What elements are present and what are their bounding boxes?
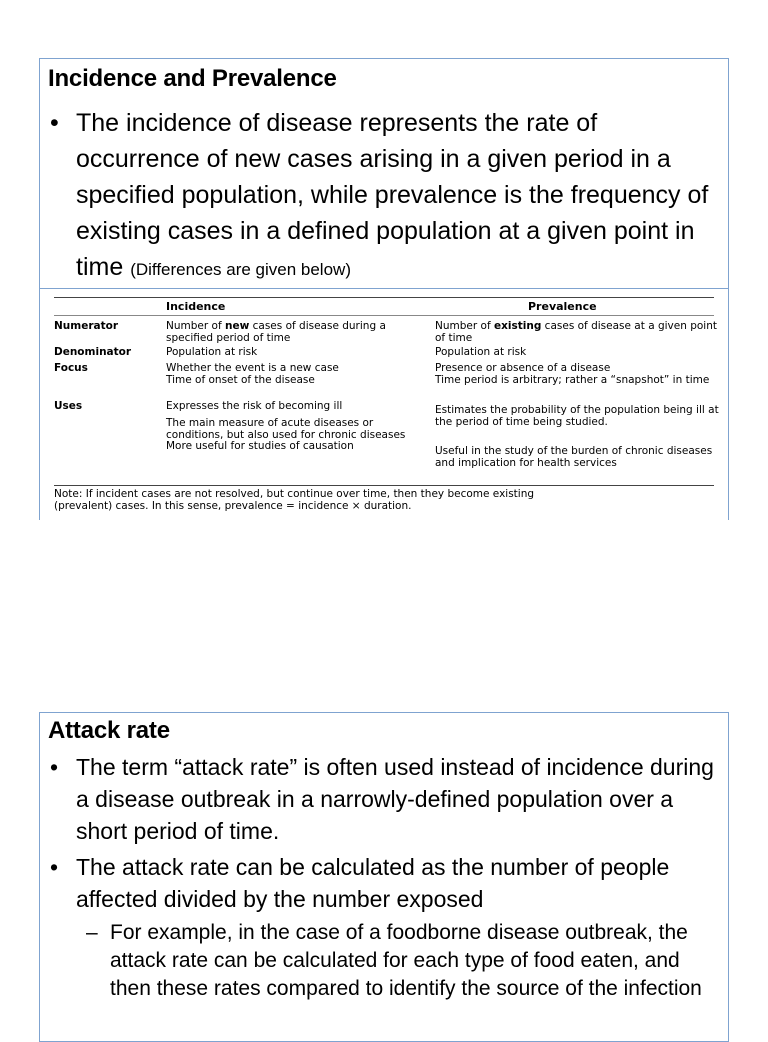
bullet-glyph: •	[50, 109, 59, 137]
slide-title: Attack rate	[48, 717, 170, 744]
slide-attack-rate	[39, 712, 729, 1042]
header-incidence: Incidence	[166, 300, 226, 313]
cell-uses-incidence-1: Expresses the risk of becoming ill	[166, 400, 343, 412]
cell-focus-prevalence: Presence or absence of a disease Time period is arbitrary; rather a “snapshot” in time	[435, 362, 710, 386]
sub-bullet-item	[40, 919, 728, 1003]
cell-text: Number of	[435, 320, 494, 332]
bullet-note: (Differences are given below)	[130, 260, 351, 279]
slide-incidence-prevalence	[39, 58, 729, 520]
bullet-item	[40, 751, 728, 847]
bullet-item	[40, 105, 728, 288]
cell-text: cases of disease at a given point of time	[435, 320, 717, 344]
bullet-list	[40, 751, 728, 1003]
row-label-denominator: Denominator	[54, 346, 132, 358]
comparison-table	[40, 288, 728, 521]
note-line: (prevalent) cases. In this sense, prevalence = incidence × duration.	[54, 499, 412, 512]
bullet-item	[40, 851, 728, 915]
cell-text: Number of	[166, 320, 225, 332]
cell-bold-text: new	[224, 320, 250, 332]
table-rule-bottom	[54, 485, 714, 486]
table-rule-top	[54, 297, 714, 298]
table-rule-header	[54, 315, 714, 316]
cell-bold-text: existing	[493, 320, 542, 332]
cell-focus-incidence: Whether the event is a new case Time of onset of the disease	[166, 362, 339, 386]
bullet-glyph: •	[50, 754, 59, 780]
bullet-text: The attack rate can be calculated as the number of people affected divided by the number exposed	[76, 854, 670, 912]
slide-title: Incidence and Prevalence	[48, 65, 337, 92]
row-label-numerator: Numerator	[54, 320, 118, 332]
cell-uses-incidence-2: The main measure of acute diseases or conditions, but also used for chronic diseases More useful for studies of causation	[166, 417, 406, 452]
cell-text: cases of disease during a specified period of time	[166, 320, 386, 344]
bullet-list	[40, 105, 728, 288]
dash-glyph: –	[86, 921, 98, 944]
sub-bullet-text: For example, in the case of a foodborne disease outbreak, the attack rate can be calculated for each type of food eaten, and then these rates compared to identify the source of the infection	[110, 921, 702, 1000]
bullet-text: The incidence of disease represents the rate of occurrence of new cases arising in a given period in a specified population, while prevalence is the frequency of existing cases in a defined population at a given point in time	[76, 109, 709, 281]
bullet-glyph: •	[50, 854, 59, 880]
cell-denominator-incidence: Population at risk	[166, 346, 258, 358]
bullet-text: The term “attack rate” is often used instead of incidence during a disease outbreak in a narrowly-defined population over a short period of time.	[76, 754, 714, 844]
cell-uses-prevalence-1: Estimates the probability of the population being ill at the period of time being studied.	[435, 404, 719, 428]
row-label-focus: Focus	[54, 362, 88, 374]
header-prevalence: Prevalence	[528, 300, 597, 313]
cell-numerator-incidence	[166, 321, 428, 344]
cell-numerator-prevalence	[435, 321, 725, 344]
table-note	[54, 489, 714, 512]
cell-denominator-prevalence: Population at risk	[435, 346, 527, 358]
note-line: Note: If incident cases are not resolved, but continue over time, then they become existing	[54, 488, 535, 500]
row-label-uses: Uses	[54, 400, 83, 412]
cell-uses-prevalence-2: Useful in the study of the burden of chronic diseases and implication for health services	[435, 445, 713, 469]
